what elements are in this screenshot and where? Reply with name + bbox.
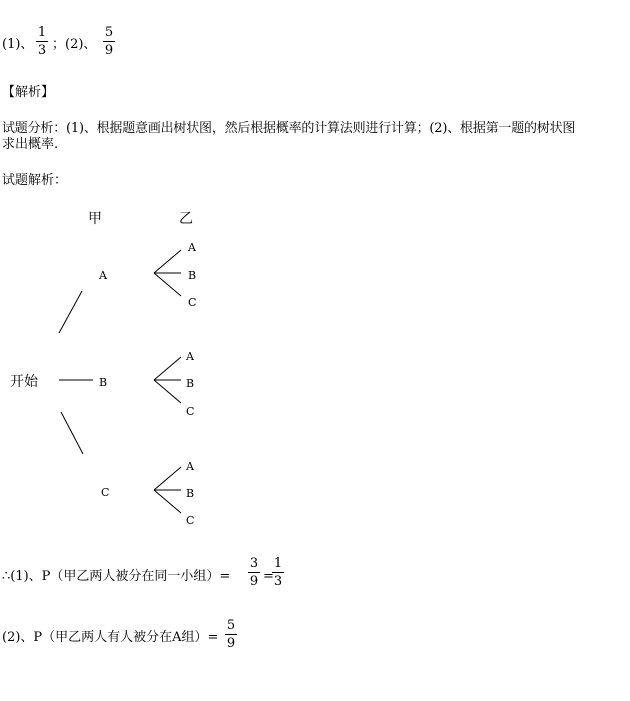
branch-root-a — [59, 291, 82, 333]
fraction-denominator: 9 — [104, 43, 114, 58]
tree-node-a-a: A — [188, 241, 196, 254]
answer-part1-label: (1)、 — [2, 37, 34, 52]
fraction-numerator: 1 — [37, 25, 47, 40]
fraction-denominator: 9 — [226, 636, 236, 651]
fraction-numerator: 1 — [273, 556, 283, 571]
tree-header-yi: 乙 — [179, 211, 193, 227]
tree-node-a-b: B — [188, 269, 197, 282]
solution-label: 试题解析： — [2, 173, 68, 188]
tree-node-c-a: A — [186, 460, 194, 473]
fraction-bar — [248, 572, 260, 573]
result2-text: (2)、P（甲乙两人有人被分在A组）= — [2, 630, 219, 645]
fraction-bar — [225, 634, 237, 635]
tree-node-b-a: A — [186, 350, 194, 363]
fraction-numerator: 5 — [104, 25, 114, 40]
result2-fraction — [225, 619, 237, 650]
branch-a-c — [154, 273, 181, 296]
tree-root-label: 开始 — [10, 374, 38, 390]
tree-header-jia: 甲 — [88, 211, 102, 227]
result1-text: ∴(1)、P（甲乙两人被分在同一小组）= — [2, 569, 231, 584]
fraction-bar — [272, 572, 284, 573]
branch-c-c — [154, 490, 181, 513]
fraction-denominator: 3 — [37, 43, 47, 58]
answer-part2-label: ；(2)、 — [52, 37, 97, 52]
tree-node-level1-a: A — [99, 269, 107, 282]
analysis-line-1: 试题分析：(1)、根据题意画出树状图，然后根据概率的计算法则进行计算；(2)、根据第一题的树状图 — [2, 121, 576, 136]
tree-node-c-c: C — [186, 514, 195, 527]
tree-node-c-b: B — [186, 487, 195, 500]
branch-root-c — [61, 412, 83, 454]
branch-b-c — [154, 380, 181, 403]
result1-equals: = — [263, 569, 274, 584]
analysis-line-2: 求出概率. — [2, 137, 59, 152]
tree-node-b-b: B — [186, 377, 195, 390]
fraction-denominator: 9 — [249, 574, 259, 589]
fraction-numerator: 5 — [226, 618, 236, 633]
tree-node-b-c: C — [186, 405, 195, 418]
result1-fraction-a — [248, 557, 260, 588]
section-heading: 【解析】 — [2, 85, 55, 100]
tree-node-a-c: C — [188, 296, 197, 309]
branch-b-a — [154, 357, 181, 380]
tree-node-level1-c: C — [101, 486, 110, 499]
branch-a-a — [154, 250, 181, 273]
tree-node-level1-b: B — [99, 376, 108, 389]
result1-fraction-b — [272, 557, 284, 588]
fraction-denominator: 3 — [273, 574, 283, 589]
branch-c-a — [154, 467, 181, 490]
fraction-numerator: 3 — [249, 556, 259, 571]
